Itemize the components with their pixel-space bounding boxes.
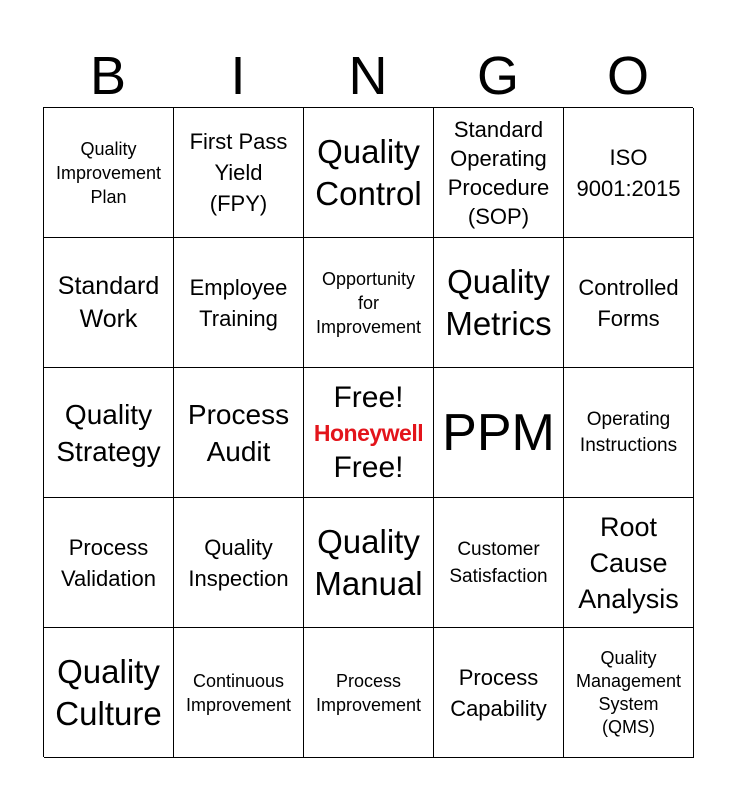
bingo-cell[interactable] [44,368,174,498]
cell-text: Quality Improvement Plan [55,138,162,207]
bingo-cell[interactable] [44,498,174,628]
cell-text: Quality Management System (QMS) [575,647,682,737]
header-letter-b: B [89,46,127,106]
bingo-header [43,46,693,106]
cell-text: ISO 9001:2015 [576,144,681,201]
bingo-cell[interactable] [44,628,174,758]
bingo-cell[interactable] [434,368,564,498]
cell-text: First Pass Yield (FPY) [189,129,288,216]
bingo-card-grid [43,107,693,757]
honeywell-logo: Honeywell [313,419,424,446]
cell-text: Customer Satisfaction [449,538,548,587]
bingo-cell[interactable] [564,238,694,368]
cell-text: Root Cause Analysis [578,511,679,614]
cell-text: Quality Metrics [445,262,552,342]
bingo-cell[interactable] [304,628,434,758]
bingo-cell[interactable] [434,498,564,628]
free-text-top: Free! [333,380,404,414]
free-text-bottom: Free! [333,450,404,484]
cell-text: Operating Instructions [579,408,678,456]
bingo-cell[interactable] [564,498,694,628]
bingo-cell[interactable] [44,238,174,368]
cell-text: Process Validation [61,534,156,591]
bingo-cell[interactable] [304,498,434,628]
bingo-cell[interactable] [434,628,564,758]
bingo-cell[interactable] [174,238,304,368]
header-letter-n: N [348,46,388,106]
bingo-cell[interactable] [434,238,564,368]
cell-text: Opportunity for Improvement [315,268,422,337]
cell-text: PPM [442,403,555,462]
bingo-cell[interactable] [564,108,694,238]
cell-text: Quality Control [315,132,422,212]
bingo-cell[interactable] [174,628,304,758]
bingo-cell[interactable] [44,108,174,238]
header-letter-g: G [476,46,519,106]
bingo-cell[interactable] [174,498,304,628]
cell-text: Standard Operating Procedure (SOP) [447,116,550,229]
cell-text: Continuous Improvement [185,670,292,715]
cell-text: Quality Manual [314,522,423,602]
bingo-cell[interactable] [564,628,694,758]
cell-text: Process Audit [187,398,290,467]
bingo-cell[interactable] [304,108,434,238]
bingo-cell[interactable] [564,368,694,498]
cell-text: Employee Training [189,274,288,331]
cell-text: Quality Inspection [188,534,289,591]
free-space-cell[interactable] [304,368,434,498]
header-letter-o: O [606,46,649,106]
cell-text: Controlled Forms [578,274,679,331]
cell-text: Process Capability [450,664,547,721]
header-letter-i: I [230,46,246,106]
cell-text: Quality Strategy [56,398,161,467]
bingo-cell[interactable] [174,108,304,238]
bingo-cell[interactable] [174,368,304,498]
cell-text: Standard Work [57,271,160,333]
bingo-cell[interactable] [304,238,434,368]
cell-text: Quality Culture [55,652,162,732]
bingo-cell[interactable] [434,108,564,238]
cell-text: Process Improvement [315,670,422,715]
